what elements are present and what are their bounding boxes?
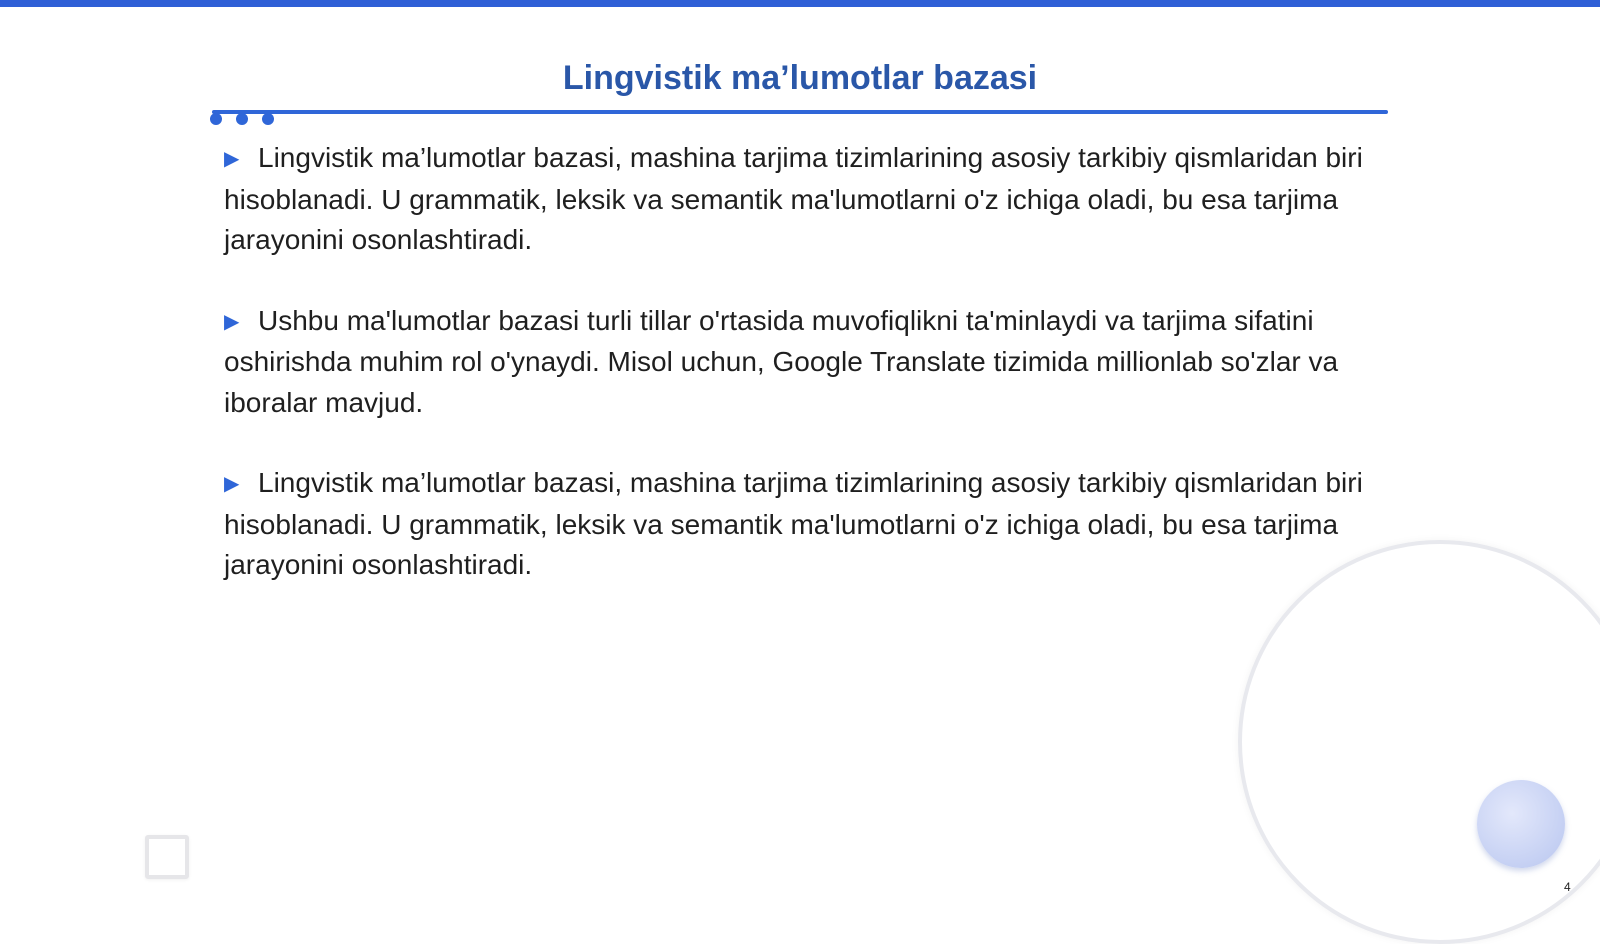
underline-dot [210, 113, 222, 125]
slide-title: Lingvistik ma’lumotlar bazasi [562, 59, 1038, 97]
underline-dot [236, 113, 248, 125]
top-accent-bar [0, 0, 1600, 7]
bullet-item [224, 301, 1374, 424]
underline-dot [262, 113, 274, 125]
bullet-arrow-icon: ▶ [224, 148, 240, 170]
bullet-arrow-icon: ▶ [224, 473, 240, 495]
bullet-item [224, 463, 1374, 586]
page-number: 4 [1564, 880, 1571, 894]
bullet-text: Lingvistik ma’lumotlar bazasi, mashina tarjima tizimlarining asosiy tarkibiy qismlaridan biri hisoblanadi. U grammatik, leksik va semantik ma'lumotlarni o'z ichiga oladi, bu esa tarjima jarayonini osonlashtiradi. [224, 467, 1363, 580]
bullet-text: Ushbu ma'lumotlar bazasi turli tillar o'rtasida muvofiqlikni ta'minlaydi va tarjima sifatini oshirishda muhim rol o'ynaydi. Misol uchun, Google Translate tizimida millionlab so'zlar va iboralar mavjud. [224, 304, 1339, 418]
decorative-square [145, 835, 189, 879]
decorative-circle [1477, 780, 1565, 868]
bullet-list [224, 138, 1374, 626]
bullet-item [224, 138, 1374, 261]
bullet-text: Lingvistik ma’lumotlar bazasi, mashina tarjima tizimlarining asosiy tarkibiy qismlaridan biri hisoblanadi. U grammatik, leksik va semantik ma'lumotlarni o'z ichiga oladi, bu esa tarjima jarayonini osonlashtiradi. [224, 142, 1363, 255]
bullet-arrow-icon: ▶ [224, 310, 240, 333]
title-underline [212, 110, 1388, 114]
